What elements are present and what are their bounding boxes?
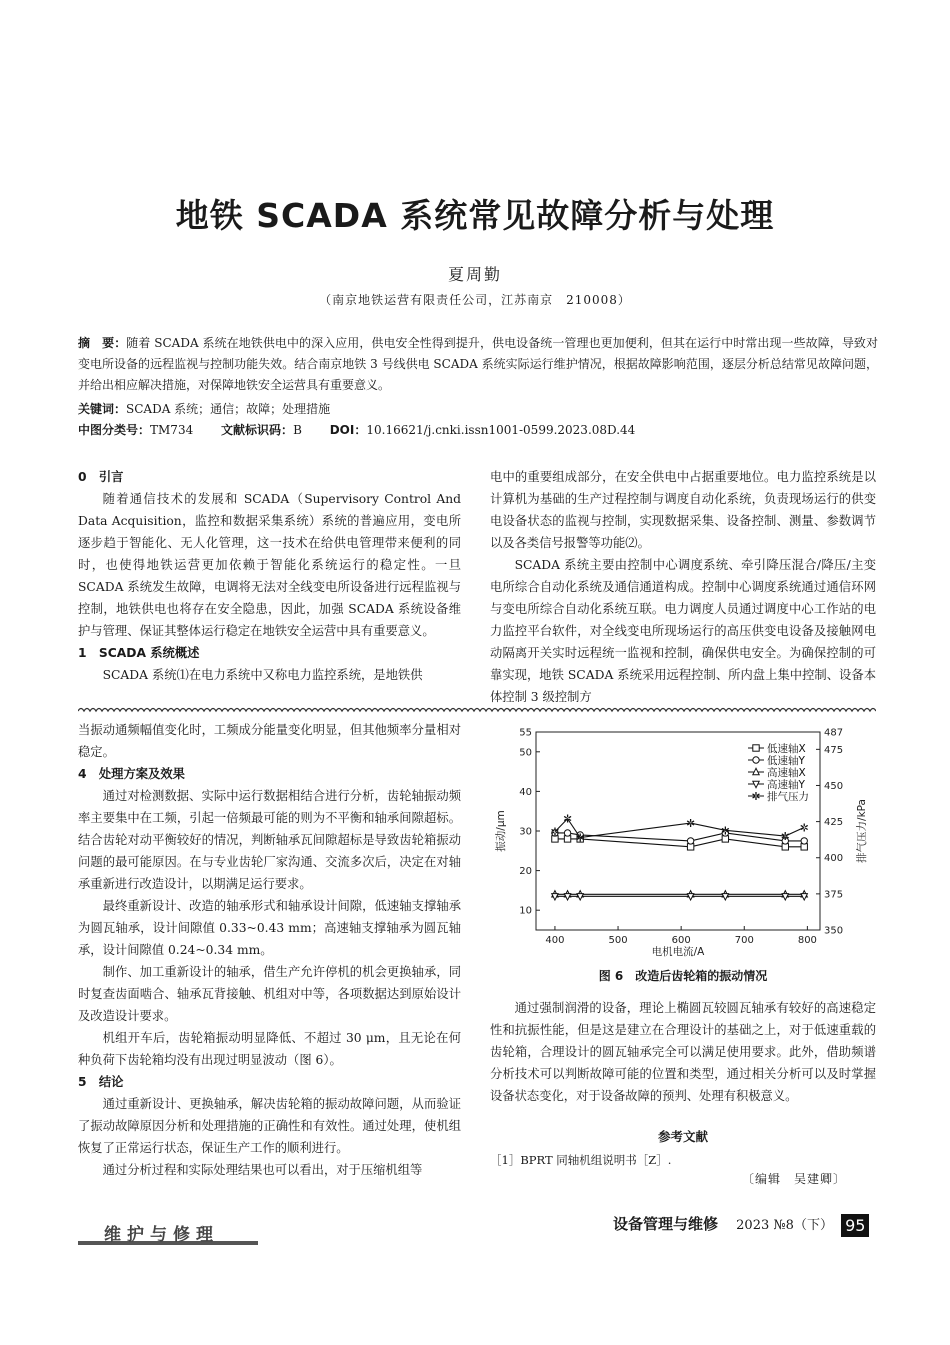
paragraph: 制作、加工重新设计的轴承，借生产允许停机的机会更换轴承，同时复查齿面啮合、轴承瓦背接触、机组对中等，各项数据达到原始设计及改造设计要求。 [78,965,461,1023]
x-tick-label: 400 [545,935,565,946]
data-point-4: ✲ [550,825,560,839]
data-point-4: ✲ [799,821,809,835]
abstract-text: 随着 SCADA 系统在地铁供电中的深入应用，供电安全性得到提升，供电设备统一管理也更加便利，但其在运行中时常出现一些故障，导致对变电所设备的远程监视与控制功能失效。结合南京地铁 3 号线供电 SCADA 系统实际运行维护情况，根据故障影响范围，逐层分析总结常见故障问题，并给出相应解决措施，对保障地铁安全运营具有重要意义。 [78,336,878,392]
references-heading: 参考文献 [657,1129,708,1144]
legend-marker [753,745,759,751]
doi-value: 10.16621/j.cnki.issn1001-0599.2023.08D.44 [366,423,636,437]
reference-item: ［1］BPRT 同轴机组说明书［Z］. [490,1153,672,1167]
legend-label: 低速轴Y [767,755,805,767]
y-right-tick-label: 450 [824,780,844,792]
abstract-label: 摘 要： [78,336,127,350]
data-point-0 [687,844,693,850]
magazine-name: 设备管理与维修 [613,1215,719,1233]
y-tick-label: 40 [519,786,532,798]
data-point-0 [801,844,807,850]
article-title: 地铁 SCADA 系统常见故障分析与处理 [175,196,775,235]
keywords [78,399,878,420]
column-2 [490,466,876,708]
footer-section [78,1220,258,1245]
y-tick-label: 30 [519,826,532,838]
keywords-label: 关键词： [78,402,127,416]
paragraph: 电中的重要组成部分，在安全供电中占据重要地位。电力监控系统是以计算机为基础的生产过程控制与调度自动化系统，负责现场运行的供变电设备状态的监视与控制，实现数据采集、设备控制、测量、参数调节以及各类信号报警等功能⑵。 [490,470,876,550]
data-point-4: ✲ [562,812,573,826]
legend-label: 高速轴X [767,767,806,779]
affiliation: （南京地铁运营有限责任公司，江苏南京 210008） [319,293,631,307]
legend-label: 排气压力 [767,791,809,803]
clc-value: TM734 [150,423,194,437]
classification-line [78,420,878,441]
data-point-4: ✲ [686,817,696,831]
y-tick-label: 50 [519,747,532,759]
paragraph: 通过重新设计、更换轴承，解决齿轮箱的振动故障问题，从而验证了振动故障原因分析和处理措施的正确性和有效性。通过处理，使机组恢复了正常运行状态，保证生产工作的顺利进行。 [78,1097,461,1155]
y-axis-label: 振动/μm [495,810,507,852]
paragraph: SCADA 系统⑴在电力系统中又称电力监控系统，是地铁供 [102,668,423,682]
paragraph: 最终重新设计、改造的轴承形式和轴承设计间隙，低速轴支撑轴承为圆瓦轴承，设计间隙值 0.33~0.43 mm；高速轴支撑轴承为圆瓦轴承，设计间隙值 0.24~0.34 mm。 [78,899,461,957]
y-right-tick-label: 475 [824,744,844,756]
y-tick-label: 20 [519,866,532,878]
section-heading-1: 1 SCADA 系统概述 [78,646,200,660]
y-right-tick-label: 375 [824,889,844,901]
vibration-chart [490,722,880,960]
section-heading-4: 4 处理方案及效果 [78,767,185,781]
figure-caption: 图 6 改造后齿轮箱的振动情况 [598,969,768,983]
data-point-4: ✲ [720,824,730,838]
author: 夏周勤 [447,265,502,284]
data-point-4: ✲ [575,831,585,845]
abstract [78,333,878,396]
data-point-1 [564,830,570,836]
paragraph: 当振动通频幅值变化时，工频成分能量变化明显，但其他频率分量相对稳定。 [78,723,461,759]
x-tick-label: 500 [608,935,628,946]
doc-code-value: B [293,423,302,437]
section-heading-5: 5 结论 [78,1075,124,1089]
paragraph: 通过对检测数据、实际中运行数据相结合进行分析，齿轮轴振动频率主要集中在工频，引起一倍频最可能的则为不平衡和轴承间隙超标。结合齿轮对动平衡较好的情况，判断轴承瓦间隙超标是导致齿轮箱振动问题的最可能原因。在与专业齿轮厂家沟通、交流多次后，决定在对轴承重新进行改造设计，以期满足运行要求。 [78,789,461,891]
paragraph: SCADA 系统主要由控制中心调度系统、牵引降压混合/降压/主变电所综合自动化系统及通信通道构成。控制中心调度系统通过通信环网与变电所综合自动化系统互联。电力调度人员通过调度中心工作站的电力监控平台软件，对全线变电所现场运行的高压供变电设备及接触网电动隔离开关实时远程统一监视和控制，确保供电安全。为确保控制的可靠实现，地铁 SCADA 系统采用远程控制、所内盘上集中控制、设备本体控制 3 级控制方 [490,558,876,704]
section-heading-0: 0 引言 [78,470,124,484]
data-point-4: ✲ [780,830,790,844]
column-1 [78,466,461,686]
footer-magazine [613,1213,883,1237]
doi-label: DOI： [329,423,367,437]
issue-label: 2023 №8（下） [736,1218,833,1233]
wavy-separator [78,706,876,716]
legend-marker [753,757,759,763]
legend-label: 低速轴X [767,743,806,755]
keywords-text: SCADA 系统；通信；故障；处理措施 [126,402,331,416]
y-tick-label: 10 [519,905,532,917]
editor-note: 〔编辑 吴建卿〕 [741,1172,846,1186]
y-right-tick-label: 487 [824,727,844,739]
paragraph: 通过分析过程和实际处理结果也可以看出，对于压缩机组等 [102,1163,423,1177]
paragraph: 机组开车后，齿轮箱振动明显降低、不超过 30 μm，且无论在何种负荷下齿轮箱均没有出现过明显波动（图 6）。 [78,1031,461,1067]
data-point-1 [687,838,693,844]
paragraph: 通过强制润滑的设备，理论上椭圆瓦较圆瓦轴承有较好的高速稳定性和抗振性能，但是这是建立在合理设计的基础之上，对于低速重载的齿轮箱，合理设计的圆瓦轴承完全可以满足使用要求。此外，借助频谱分析技术可以判断故障可能的位置和类型，通过相关分析可以及时掌握设备状态变化，对于设备故障的预判、处理有积极意义。 [490,1001,876,1103]
paragraph: 随着通信技术的发展和 SCADA（Supervisory Control And Data Acquisition，监控和数据采集系统）系统的普遍应用，变电所逐步趋于智能化、无人化管理，这一技术在给供电管理带来便利的同时，也使得地铁运营更加依赖于智能化系统运行的稳定性。一旦 SCADA 系统发生故障，电调将无法对全线变电所设备进行远程监视与控制，地铁供电也将存在安全隐患，因此，加强 SCADA 系统设备维护与管理、保证其整体运行稳定在地铁安全运营中具有重要意义。 [78,492,461,638]
y-right-tick-label: 425 [824,817,844,829]
data-point-1 [801,838,807,844]
y-tick-label: 55 [519,727,532,739]
legend-label: 高速轴Y [767,779,805,791]
column-4 [490,997,876,1107]
doc-code-label: 文献标识码： [221,423,294,437]
footer-section-label: 维护与修理 [104,1225,219,1245]
x-axis-label: 电机电流/A [651,946,705,958]
x-tick-label: 800 [797,935,817,946]
y-right-axis-label: 排气压力/kPa [856,799,868,863]
x-tick-label: 600 [671,935,691,946]
series-line-4 [555,819,804,838]
clc-label: 中图分类号： [78,423,151,437]
y-right-tick-label: 350 [824,925,844,937]
data-point-0 [782,844,788,850]
column-3 [78,719,461,1181]
y-right-tick-label: 400 [824,853,844,865]
legend-marker: ✲ [751,790,761,803]
page-number: 95 [841,1214,869,1237]
x-tick-label: 700 [734,935,754,946]
